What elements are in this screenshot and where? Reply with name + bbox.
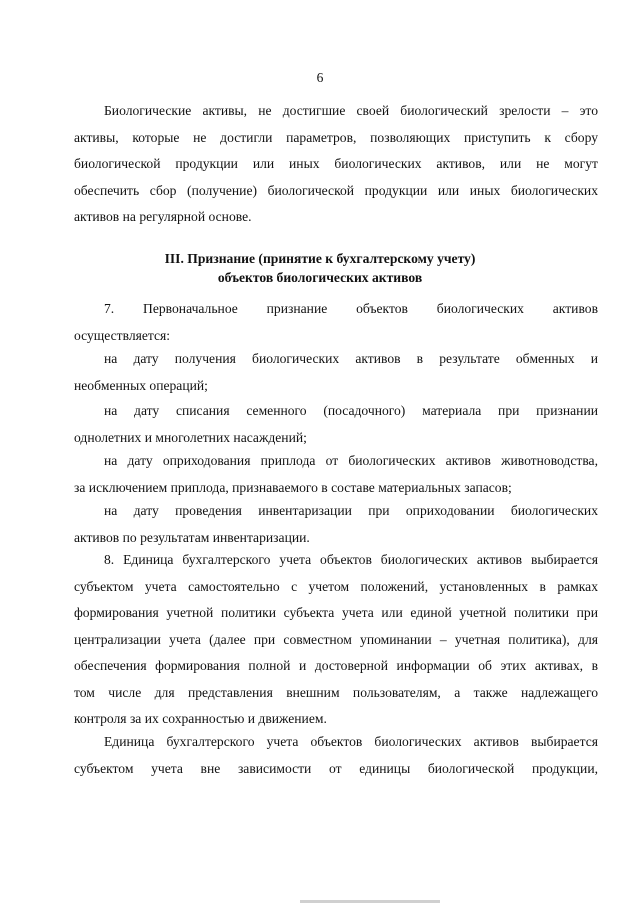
paragraph-7-item-4 <box>74 498 598 551</box>
text-line: осуществляется: <box>74 327 171 343</box>
text-line: активов по результатам инвентаризации. <box>74 529 310 545</box>
paragraph-7-item-2 <box>74 398 598 451</box>
section-heading <box>0 249 640 287</box>
text-line: контроля за их сохранностью и движением. <box>74 711 327 726</box>
text-line: Биологические активы, не достигшие своей биологический зрелости – это <box>104 103 598 118</box>
text-line: формирования учетной политики субъекта учета или единой учетной политики при <box>74 605 598 620</box>
section-heading-line-1: III. Признание (принятие к бухгалтерскому учету) <box>164 251 476 266</box>
text-line: биологической продукции или иных биологических активов, или не могут <box>74 156 598 171</box>
text-line: централизации учета (далее при совместном упоминании – учетная политика), для <box>74 631 598 647</box>
text-line: на дату оприходования приплода от биологических активов животноводства, <box>104 453 598 468</box>
text-line: обеспечить сбор (получение) биологической продукции или иных биологических <box>74 182 598 198</box>
text-line: активов на регулярной основе. <box>74 209 252 224</box>
text-line: на дату проведения инвентаризации при оприходовании биологических <box>104 503 598 518</box>
page-number: 6 <box>316 70 324 85</box>
text-line: обеспечения формирования полной и достоверной информации об этих активах, в <box>74 658 598 673</box>
text-line: Единица бухгалтерского учета объектов биологических активов выбирается <box>104 734 598 749</box>
scan-edge-mark <box>300 900 440 903</box>
text-line: необменных операций; <box>74 377 208 393</box>
text-line: субъектом учета самостоятельно с учетом положений, установленных в рамках <box>74 578 598 594</box>
paragraph-7 <box>74 296 598 349</box>
text-line: активы, которые не достигли параметров, позволяющих приступить к сбору <box>74 129 598 145</box>
text-line: однолетних и многолетних насаждений; <box>74 429 307 445</box>
text-line: на дату получения биологических активов в результате обменных и <box>104 351 598 366</box>
text-line: 7. Первоначальное признание объектов биологических активов <box>104 301 598 316</box>
text-line: 8. Единица бухгалтерского учета объектов биологических активов выбирается <box>104 552 598 567</box>
section-heading-line-2: объектов биологических активов <box>217 270 423 285</box>
paragraph-unit <box>74 729 598 782</box>
text-line: за исключением приплода, признаваемого в составе материальных запасов; <box>74 479 512 495</box>
paragraph-7-item-1 <box>74 346 598 399</box>
paragraph-8 <box>74 547 598 733</box>
paragraph-definition <box>74 98 598 231</box>
text-line: на дату списания семенного (посадочного) материала при признании <box>104 403 598 418</box>
paragraph-7-item-3 <box>74 448 598 501</box>
text-line: субъектом учета вне зависимости от единицы биологической продукции, <box>74 760 598 776</box>
text-line: том числе для представления внешним пользователям, а также надлежащего <box>74 684 598 700</box>
